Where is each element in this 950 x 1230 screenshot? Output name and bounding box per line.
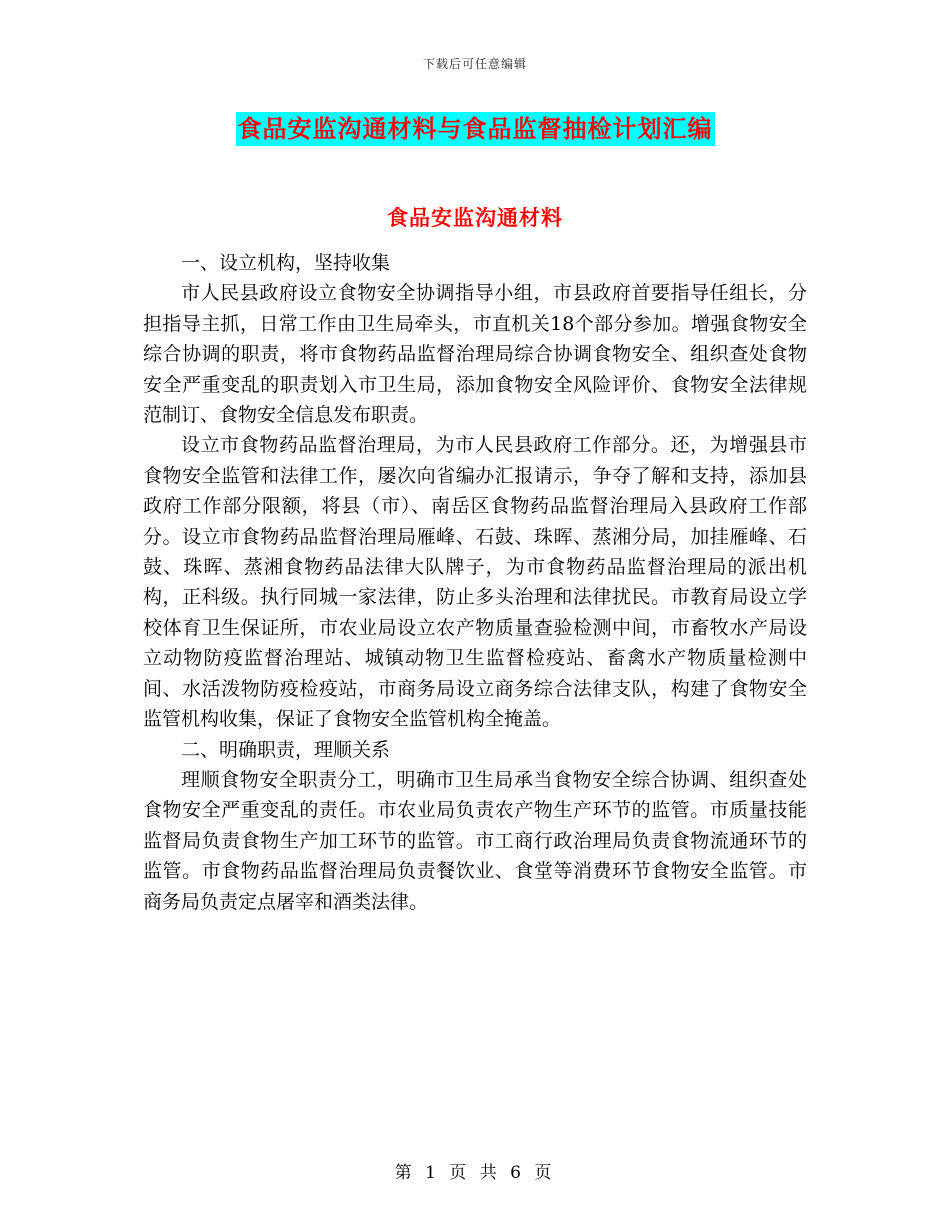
section-title: 食品安监沟通材料 — [387, 206, 563, 230]
header-note: 下载后可任意编辑 — [422, 57, 527, 71]
heading-1: 一、设立机构，坚持收集 — [181, 252, 391, 274]
main-title: 食品安监沟通材料与食品监督抽检计划汇编 — [236, 112, 715, 146]
paragraph: 设立市食物药品监督治理局，为市人民县政府工作部分。还，为增强县市食物安全监管和法律工作，屡次向省编办汇报请示，争夺了解和支持，添加县政府工作部分限额，将县（市）、南岳区食物药品监督治理局入县政府工作部分。设立市食物药品监督治理局雁峰、石鼓、珠晖、蒸湘分局，加挂雁峰、石鼓、珠晖、蒸湘食物药品法律大队牌子，为市食物药品监督治理局的派出机构，正科级。执行同城一家法律，防止多头治理和法律扰民。市教育局设立学校体育卫生保证所，市农业局设立农产物质量查验检测中间，市畜牧水产局设立动物防疫监督治理站、城镇动物卫生监督检疫站、畜禽水产物质量检测中间、水活泼物防疫检疫站，市商务局设立商务综合法律支队，构建了食物安全监管机构收集，保证了食物安全监管机构全掩盖。 — [143, 434, 807, 731]
heading-2: 二、明确职责，理顺关系 — [181, 738, 391, 761]
paragraph: 市人民县政府设立食物安全协调指导小组，市县政府首要指导任组长，分担指导主抓，日常工作由卫生局牵头，市直机关18个部分参加。增强食物安全综合协调的职责，将市食物药品监督治理局综合协调食物安全、组织查处食物安全严重变乱的职责划入市卫生局，添加食物安全风险评价、食物安全法律规范制订、食物安全信息发布职责。 — [143, 282, 807, 427]
page-footer: 第 1 页 共 6 页 — [394, 1163, 556, 1183]
paragraph: 理顺食物安全职责分工，明确市卫生局承当食物安全综合协调、组织查处食物安全严重变乱的责任。市农业局负责农产物生产环节的监管。市质量技能监督局负责食物生产加工环节的监管。市工商行政治理局负责食物流通环节的监管。市食物药品监督治理局负责餐饮业、食堂等消费环节食物安全监管。市商务局负责定点屠宰和酒类法律。 — [143, 768, 807, 913]
main-title-container — [0, 112, 950, 146]
document-body — [143, 248, 807, 917]
